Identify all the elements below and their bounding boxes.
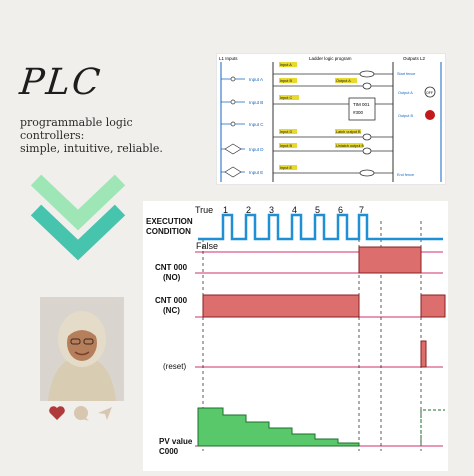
input-label-b: Input B	[249, 100, 264, 105]
page-title: PLC	[17, 62, 104, 103]
coil-label-latch: Latch output B	[336, 130, 361, 134]
lamp-on-icon	[425, 110, 435, 120]
timer-name: TIM 001	[353, 102, 370, 107]
ladder-header-outputs: Outputs L2	[403, 56, 426, 61]
pulse-label-1: 1	[223, 205, 229, 215]
input-label-d: Input D	[249, 147, 264, 152]
input-label-e: Input E	[249, 170, 264, 175]
heart-icon[interactable]	[48, 404, 66, 422]
social-actions	[46, 404, 126, 424]
cnt-no-label-1: CNT 000	[155, 263, 188, 272]
pulse-label-4: 4	[292, 205, 298, 215]
pulse-label-5: 5	[315, 205, 321, 215]
lamp-off-label: OFF	[426, 91, 433, 95]
pulse-label-7: 7	[359, 205, 365, 215]
counter-timing-diagram	[143, 201, 448, 471]
rung-label-4: Input C	[280, 96, 293, 100]
avatar-photo	[40, 297, 124, 401]
input-label-a: Input A	[249, 77, 264, 82]
pv-label-1: PV value	[159, 437, 193, 446]
ladder-header-inputs: L1 Inputs	[219, 56, 238, 61]
exec-label-2: CONDITION	[146, 227, 191, 236]
subtitle	[20, 116, 190, 155]
coil-label-end: End fence	[397, 173, 415, 177]
pv-label-2: C000	[159, 447, 179, 456]
cnt-no-label-2: (NO)	[163, 273, 181, 282]
comment-icon[interactable]	[72, 404, 90, 422]
exec-label-1: EXECUTION	[146, 217, 193, 226]
false-label: False	[196, 241, 219, 251]
share-icon[interactable]	[96, 404, 114, 422]
rung-label-3: Output A	[336, 79, 351, 83]
true-label: True	[195, 205, 214, 215]
cnt-nc-label-1: CNT 000	[155, 296, 188, 305]
ladder-logic-diagram	[216, 53, 446, 185]
rung-label-5: Input D	[280, 130, 293, 134]
reset-label: (reset)	[163, 362, 187, 371]
output-label-a: Output A	[398, 91, 413, 95]
coil-label-unlatch: Unlatch output B	[336, 144, 365, 148]
timer-preset: #300	[353, 110, 364, 115]
cnt-nc-label-2: (NC)	[163, 306, 180, 315]
rung-label-1: Input A	[280, 63, 292, 67]
rung-label-7: Input E	[280, 166, 293, 170]
pulse-label-2: 2	[246, 205, 252, 215]
subtitle-line-2: simple, intuitive, reliable.	[20, 142, 163, 155]
pulse-label-3: 3	[269, 205, 275, 215]
double-chevron-down-icon	[28, 168, 128, 263]
output-label-b: Output B	[398, 114, 413, 118]
coil-label-start: Start fence	[397, 72, 416, 76]
rung-label-6: Input B	[280, 144, 293, 148]
ladder-header-program: Ladder logic program	[309, 56, 352, 61]
pulse-label-6: 6	[338, 205, 344, 215]
subtitle-line-1: programmable logic controllers:	[20, 116, 133, 142]
input-label-c: Input C	[249, 122, 264, 127]
rung-label-2: Input B	[280, 79, 293, 83]
